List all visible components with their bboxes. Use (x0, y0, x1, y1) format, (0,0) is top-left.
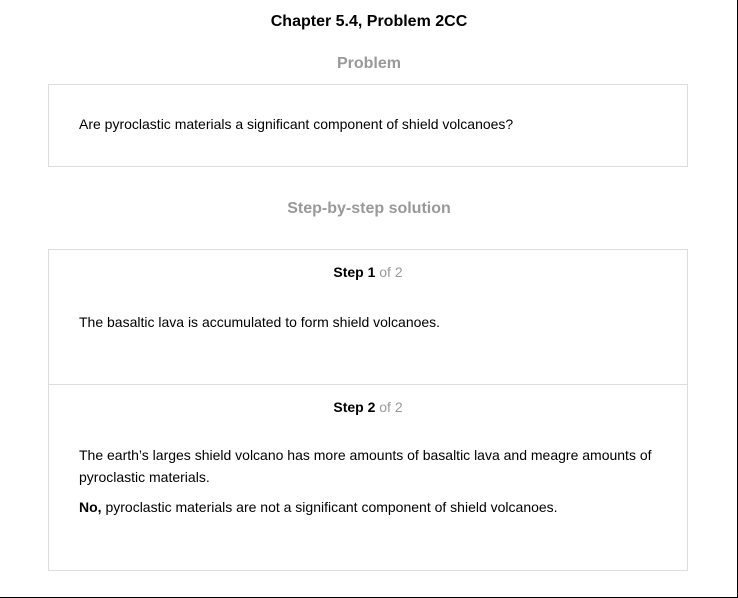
problem-text: Are pyroclastic materials a significant component of shield volcanoes? (79, 116, 514, 132)
solution-box (48, 249, 688, 571)
step-1 (49, 250, 687, 385)
step-2-of: of 2 (379, 399, 403, 415)
page-title: Chapter 5.4, Problem 2CC (270, 13, 468, 30)
step-1-of: of 2 (379, 264, 403, 280)
problem-heading: Problem (336, 55, 401, 72)
step-1-label: Step 1 (333, 264, 376, 280)
step-2-conclusion (79, 496, 659, 518)
step-1-header (49, 263, 687, 281)
conclusion-lead: No, (79, 499, 102, 515)
step-1-text: The basaltic lava is accumulated to form shield volcanoes. (79, 314, 441, 330)
step-2 (49, 385, 687, 570)
step-2-header (49, 398, 687, 416)
solution-heading: Step-by-step solution (287, 200, 451, 217)
step-2-text: The earth’s larges shield volcano has more amounts of basaltic lava and meagre amounts of pyroclastic materials. (79, 447, 652, 485)
conclusion-rest: pyroclastic materials are not a significant component of shield volcanoes. (105, 499, 558, 515)
step-2-label: Step 2 (333, 399, 376, 415)
problem-box (48, 84, 688, 167)
